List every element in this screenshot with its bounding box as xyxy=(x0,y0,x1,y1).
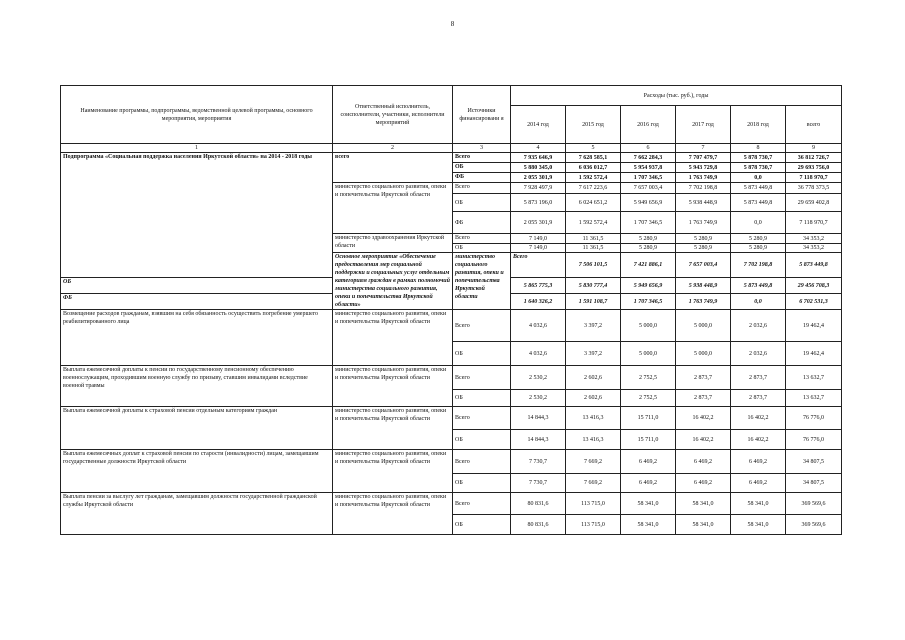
value-cell: 5 865 775,3 xyxy=(511,278,566,294)
value-cell: 36 812 726,7 xyxy=(786,153,842,163)
source-cell: ОБ xyxy=(453,163,511,173)
value-cell: 3 397,2 xyxy=(566,310,621,342)
value-cell: 6 036 012,7 xyxy=(566,163,621,173)
value-cell: 14 844,3 xyxy=(511,407,566,430)
value-cell: 369 569,6 xyxy=(786,515,842,535)
value-cell: 15 711,0 xyxy=(621,430,676,450)
column-number: 6 xyxy=(621,144,676,153)
header-year: 2015 год xyxy=(566,106,621,144)
table-row xyxy=(61,407,842,430)
value-cell: 5 280,9 xyxy=(621,234,676,244)
value-cell: 7 702 198,8 xyxy=(676,183,731,194)
value-cell: 11 361,5 xyxy=(566,244,621,253)
value-cell: 16 402,2 xyxy=(676,430,731,450)
executor-cell: министерство социального развития, опеки и попечительства Иркутской области xyxy=(333,310,453,366)
value-cell: 6 469,2 xyxy=(676,450,731,474)
source-cell: ФБ xyxy=(453,212,511,234)
value-cell: 7 707 479,7 xyxy=(676,153,731,163)
source-cell: ОБ xyxy=(453,194,511,212)
value-cell: 2 873,7 xyxy=(676,390,731,407)
value-cell: 13 416,3 xyxy=(566,430,621,450)
value-cell: 7 421 886,1 xyxy=(621,253,676,278)
value-cell: 5 943 729,8 xyxy=(676,163,731,173)
value-cell: 7 669,2 xyxy=(566,450,621,474)
executor-cell: министерство социального развития, опеки и попечительства Иркутской области xyxy=(333,493,453,535)
value-cell: 6 469,2 xyxy=(621,474,676,493)
value-cell: 2 873,7 xyxy=(731,390,786,407)
value-cell: 7 118 970,7 xyxy=(786,212,842,234)
value-cell: 5 830 777,4 xyxy=(566,278,621,294)
value-cell: 6 469,2 xyxy=(731,450,786,474)
value-cell: 5 280,9 xyxy=(731,244,786,253)
header-year: 2018 год xyxy=(731,106,786,144)
value-cell: 29 693 756,0 xyxy=(786,163,842,173)
value-cell: 3 397,2 xyxy=(566,342,621,366)
column-number: 2 xyxy=(333,144,453,153)
value-cell: 7 118 970,7 xyxy=(786,173,842,183)
source-cell: Всего xyxy=(453,183,511,194)
value-cell: 5 938 448,9 xyxy=(676,194,731,212)
value-cell: 7 149,0 xyxy=(511,234,566,244)
header-year: 2014 год xyxy=(511,106,566,144)
value-cell: 1 707 346,5 xyxy=(621,294,676,310)
source-cell: ФБ xyxy=(61,294,333,310)
activity-name: Возмещение расходов гражданам, взявшим на себя обязанность осуществить погребение умершего реабилитированного лица xyxy=(61,310,333,366)
value-cell: 369 569,6 xyxy=(786,493,842,515)
value-cell: 2 752,5 xyxy=(621,366,676,390)
value-cell: 80 831,6 xyxy=(511,493,566,515)
value-cell: 6 469,2 xyxy=(731,474,786,493)
value-cell: 5 000,0 xyxy=(676,310,731,342)
value-cell: 16 402,2 xyxy=(731,430,786,450)
value-cell: 5 878 730,7 xyxy=(731,163,786,173)
source-cell: Всего xyxy=(453,407,511,430)
source-cell: Всего xyxy=(511,253,566,278)
value-cell: 14 844,3 xyxy=(511,430,566,450)
source-cell: ОБ xyxy=(453,430,511,450)
value-cell: 5 949 656,9 xyxy=(621,278,676,294)
value-cell: 7 657 003,4 xyxy=(676,253,731,278)
header-year: 2017 год xyxy=(676,106,731,144)
value-cell: 5 280,9 xyxy=(676,234,731,244)
value-cell: 58 341,0 xyxy=(621,493,676,515)
header-source: Источники финансировани я xyxy=(453,86,511,144)
value-cell: 7 928 497,9 xyxy=(511,183,566,194)
value-cell: 15 711,0 xyxy=(621,407,676,430)
value-cell: 5 873 449,8 xyxy=(731,183,786,194)
value-cell: 2 530,2 xyxy=(511,390,566,407)
value-cell: 7 730,7 xyxy=(511,474,566,493)
value-cell: 5 878 730,7 xyxy=(731,153,786,163)
column-number: 4 xyxy=(511,144,566,153)
value-cell: 0,0 xyxy=(731,173,786,183)
executor-cell: министерство социального развития, опеки и попечительства Иркутской области xyxy=(333,450,453,493)
header-name: Наименование программы, подпрограммы, ведомственной целевой программы, основного мероприятия, мероприятия xyxy=(61,86,333,144)
column-number: 7 xyxy=(676,144,731,153)
value-cell: 4 032,6 xyxy=(511,310,566,342)
executor-cell: всего xyxy=(333,153,453,183)
source-cell: ОБ xyxy=(453,390,511,407)
value-cell: 1 763 749,9 xyxy=(676,173,731,183)
source-cell: ОБ xyxy=(61,278,333,294)
source-cell: ОБ xyxy=(453,342,511,366)
value-cell: 6 702 531,3 xyxy=(786,294,842,310)
value-cell: 2 602,6 xyxy=(566,366,621,390)
value-cell: 19 462,4 xyxy=(786,310,842,342)
value-cell: 7 730,7 xyxy=(511,450,566,474)
value-cell: 1 640 326,2 xyxy=(511,294,566,310)
value-cell: 5 938 448,9 xyxy=(676,278,731,294)
value-cell: 5 000,0 xyxy=(621,310,676,342)
value-cell: 7 662 284,3 xyxy=(621,153,676,163)
value-cell: 2 873,7 xyxy=(731,366,786,390)
table-row xyxy=(61,493,842,515)
value-cell: 113 715,0 xyxy=(566,493,621,515)
value-cell: 5 873 449,8 xyxy=(786,253,842,278)
value-cell: 0,0 xyxy=(731,294,786,310)
value-cell: 6 469,2 xyxy=(676,474,731,493)
source-cell: ОБ xyxy=(453,515,511,535)
table-row xyxy=(61,153,842,163)
executor-cell: министерство социального развития, опеки и попечительства Иркутской области xyxy=(453,253,511,310)
executor-cell: министерство социального развития, опеки и попечительства Иркутской области xyxy=(333,407,453,450)
value-cell: 16 402,2 xyxy=(731,407,786,430)
value-cell: 34 807,5 xyxy=(786,474,842,493)
value-cell: 1 592 572,4 xyxy=(566,173,621,183)
header-expenses: Расходы (тыс. руб.), годы xyxy=(511,86,842,106)
value-cell: 76 776,0 xyxy=(786,407,842,430)
activity-name: Выплата пенсии за выслугу лет гражданам, замещавшим должности государственной гражданской службы Иркутской области xyxy=(61,493,333,535)
value-cell: 2 032,6 xyxy=(731,310,786,342)
value-cell: 2 032,6 xyxy=(731,342,786,366)
value-cell: 2 055 301,9 xyxy=(511,212,566,234)
source-cell: Всего xyxy=(453,366,511,390)
header-year: 2016 год xyxy=(621,106,676,144)
executor-cell: министерство социального развития, опеки и попечительства Иркутской области xyxy=(333,366,453,407)
table-row xyxy=(61,310,842,342)
page-number: 8 xyxy=(450,20,455,28)
value-cell: 13 632,7 xyxy=(786,366,842,390)
value-cell: 11 361,5 xyxy=(566,234,621,244)
value-cell: 58 341,0 xyxy=(731,493,786,515)
value-cell: 5 880 345,0 xyxy=(511,163,566,173)
value-cell: 2 530,2 xyxy=(511,366,566,390)
value-cell: 0,0 xyxy=(731,212,786,234)
value-cell: 29 659 402,8 xyxy=(786,194,842,212)
value-cell: 19 462,4 xyxy=(786,342,842,366)
source-cell: ОБ xyxy=(453,244,511,253)
value-cell: 7 628 585,1 xyxy=(566,153,621,163)
header-year: всего xyxy=(786,106,842,144)
source-cell: Всего xyxy=(453,234,511,244)
value-cell: 2 055 301,9 xyxy=(511,173,566,183)
value-cell: 58 341,0 xyxy=(731,515,786,535)
value-cell: 1 707 346,5 xyxy=(621,212,676,234)
executor-cell: министерство здравоохранения Иркутской области xyxy=(333,234,453,253)
value-cell: 5 873 449,8 xyxy=(731,278,786,294)
source-cell: Всего xyxy=(453,310,511,342)
value-cell: 58 341,0 xyxy=(676,493,731,515)
executor-cell: министерство социального развития, опеки и попечительства Иркутской области xyxy=(333,183,453,234)
table-row xyxy=(61,450,842,474)
value-cell: 5 873 449,8 xyxy=(731,194,786,212)
subprogram-name: Подпрограмма «Социальная поддержка населения Иркутской области» на 2014 - 2018 годы xyxy=(61,153,333,278)
column-number: 1 xyxy=(61,144,333,153)
value-cell: 2 602,6 xyxy=(566,390,621,407)
value-cell: 5 000,0 xyxy=(676,342,731,366)
value-cell: 6 469,2 xyxy=(621,450,676,474)
value-cell: 34 353,2 xyxy=(786,244,842,253)
source-cell: Всего xyxy=(453,450,511,474)
value-cell: 29 456 708,3 xyxy=(786,278,842,294)
value-cell: 5 949 656,9 xyxy=(621,194,676,212)
main-activity-name: Основное мероприятие «Обеспечение предоставления мер социальной поддержки и социальных услуг отдельным категориям граждан в рамках полномочий министерства социального развития, опеки и попечительства Иркутской области» xyxy=(333,253,453,310)
value-cell: 6 024 651,2 xyxy=(566,194,621,212)
value-cell: 1 591 108,7 xyxy=(566,294,621,310)
value-cell: 1 707 346,5 xyxy=(621,173,676,183)
value-cell: 5 280,9 xyxy=(676,244,731,253)
activity-name: Выплата ежемесячной доплаты к страховой пенсии отдельным категориям граждан xyxy=(61,407,333,450)
source-cell: ОБ xyxy=(453,474,511,493)
value-cell: 7 617 223,6 xyxy=(566,183,621,194)
budget-table xyxy=(60,85,842,535)
value-cell: 5 280,9 xyxy=(731,234,786,244)
value-cell: 5 000,0 xyxy=(621,342,676,366)
column-number: 9 xyxy=(786,144,842,153)
column-number: 3 xyxy=(453,144,511,153)
value-cell: 2 752,5 xyxy=(621,390,676,407)
value-cell: 36 778 373,5 xyxy=(786,183,842,194)
value-cell: 34 807,5 xyxy=(786,450,842,474)
value-cell: 16 402,2 xyxy=(676,407,731,430)
value-cell: 80 831,6 xyxy=(511,515,566,535)
column-number: 8 xyxy=(731,144,786,153)
value-cell: 5 954 937,8 xyxy=(621,163,676,173)
column-number: 5 xyxy=(566,144,621,153)
value-cell: 7 149,0 xyxy=(511,244,566,253)
value-cell: 1 763 749,9 xyxy=(676,294,731,310)
value-cell: 13 416,3 xyxy=(566,407,621,430)
value-cell: 13 632,7 xyxy=(786,390,842,407)
value-cell: 7 935 646,9 xyxy=(511,153,566,163)
value-cell: 1 592 572,4 xyxy=(566,212,621,234)
value-cell: 34 353,2 xyxy=(786,234,842,244)
source-cell: Всего xyxy=(453,153,511,163)
value-cell: 58 341,0 xyxy=(621,515,676,535)
value-cell: 1 763 749,9 xyxy=(676,212,731,234)
value-cell: 113 715,0 xyxy=(566,515,621,535)
value-cell: 7 669,2 xyxy=(566,474,621,493)
source-cell: Всего xyxy=(453,493,511,515)
value-cell: 7 657 003,4 xyxy=(621,183,676,194)
value-cell: 58 341,0 xyxy=(676,515,731,535)
value-cell: 7 506 101,5 xyxy=(566,253,621,278)
activity-name: Выплата ежемесячной доплаты к пенсии по государственному пенсионному обеспечению военнослужащим, проходившим военную службу по призыву, ставшим инвалидами вследствие военной травмы xyxy=(61,366,333,407)
value-cell: 5 873 196,0 xyxy=(511,194,566,212)
value-cell: 5 280,9 xyxy=(621,244,676,253)
value-cell: 4 032,6 xyxy=(511,342,566,366)
source-cell: ФБ xyxy=(453,173,511,183)
value-cell: 76 776,0 xyxy=(786,430,842,450)
header-executor: Ответственный исполнитель, соисполнители, участники, исполнители мероприятий xyxy=(333,86,453,144)
value-cell: 7 702 198,8 xyxy=(731,253,786,278)
value-cell: 2 873,7 xyxy=(676,366,731,390)
activity-name: Выплата ежемесячных доплат к страховой пенсии по старости (инвалидности) лицам, замещавшим государственные должности Иркутской области xyxy=(61,450,333,493)
table-row xyxy=(61,366,842,390)
